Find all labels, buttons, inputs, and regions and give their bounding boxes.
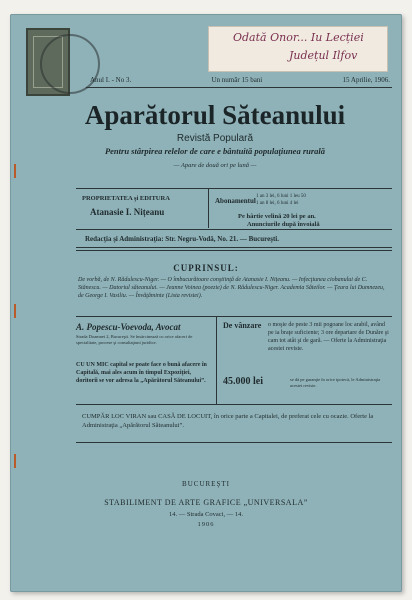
subtitle: Revistă Populară [176, 133, 254, 144]
printer-year: 1906 [197, 521, 215, 528]
postmark-circle [40, 34, 100, 94]
sale-body: o moşie de peste 3 mii pogoane loc arabil, având pe ia braţe suficiente; 3 ore departare de Dunăre şi cam tot atât şi de gară. — Oferte la Administraţia acestei reviste. [268, 322, 389, 352]
issue-price: Un număr 15 bani [211, 76, 263, 84]
page-title: Aparătorul Săteanului [84, 100, 346, 130]
handwritten-note [208, 26, 388, 72]
sale-price: 45.000 lei [223, 376, 263, 387]
ownership-name: Atanasie I. Nițeanu [90, 207, 165, 217]
printer-street: 14. — Strada Covaci, — 14. [168, 511, 244, 518]
printer-city: BUCUREŞTI [182, 480, 230, 488]
ad-lawyer-name: A. Popescu-Voevoda, Avocat [76, 322, 181, 332]
subscription-label: Abonamentul [215, 197, 256, 205]
ad-capital: CU UN MIC capital se poate face o bună afacere în Capitală, mai ales acum în timpul Expoziţiei, doritorii se vor adresa la „Apărătorul Săteanului”. [76, 362, 207, 384]
tagline: Pentru stârpirea relelor de care e bântuită populaţiunea rurală [104, 146, 326, 156]
binding-mark [14, 164, 16, 178]
issue-number: Anul I. - No 3. [90, 76, 132, 84]
sale-heading: De vânzare [223, 321, 262, 330]
sale-price-note: se dă pe garanţie în orice ipotecă, le Administraţia acestei reviste. [290, 377, 381, 388]
contents-body: De vorbă, de N. Rădulescu-Niger. — O îmbucurătoare conştiinţă de Atanasie I. Nițeanu. — Infecţiunea ciobanului de C. Stănescu. — Datoriul săteanului. — Jeanne Voinea (poezie) de N. Rădulescu-Niger. Academia Săteilor. — Ţeara lui Dumnezeu, de George I. Vasiliu. — Învăţăminte (Lista revistei). [78, 277, 385, 299]
subscription-line-1: Pe hârtie velină 20 lei pe an. [238, 213, 316, 220]
subscription-terms: 1 an 3 lei, 6 luni 1 leu 50 1 an 8 lei, 6 luni 4 lei [256, 194, 306, 206]
printer-name: STABILIMENT DE ARTE GRAFICE „UNIVERSALA” [104, 498, 308, 507]
issue-line [90, 76, 390, 84]
wanted-ad: CUMPĂR LOC VIRAN sau CASĂ DE LOCUIT, în orice parte a Capitalei, de preferat cele cu ocazie. Oferte la Administraţia „Apărătorul Săteanului”. [82, 413, 374, 429]
ownership-label: PROPRIETATEA şi EDITURA [82, 195, 170, 202]
note-line-1: Odată Onor... Iu Lecției [233, 31, 364, 44]
frequency: — Apare de două ori pe lună — [173, 162, 257, 169]
issue-date: 15 Aprilie, 1906. [342, 76, 390, 84]
magazine-cover [10, 14, 402, 592]
subscription-line-2: Anunciurile după învoială [247, 221, 320, 228]
note-line-2: Județul Ilfov [289, 49, 358, 62]
editorial-address: Redacţia şi Administraţia: Str. Negru-Vodă, No. 21. — Bucureşti. [85, 235, 279, 243]
binding-mark [14, 304, 16, 318]
ad-lawyer-details: Strada Doamnei 2, Bucureşti. Se însărcinează cu orice afaceri de specialitate, procese şi consultaţiuni juridice. [76, 334, 193, 345]
binding-mark [14, 454, 16, 468]
contents-heading: CUPRINSUL: [173, 263, 239, 273]
